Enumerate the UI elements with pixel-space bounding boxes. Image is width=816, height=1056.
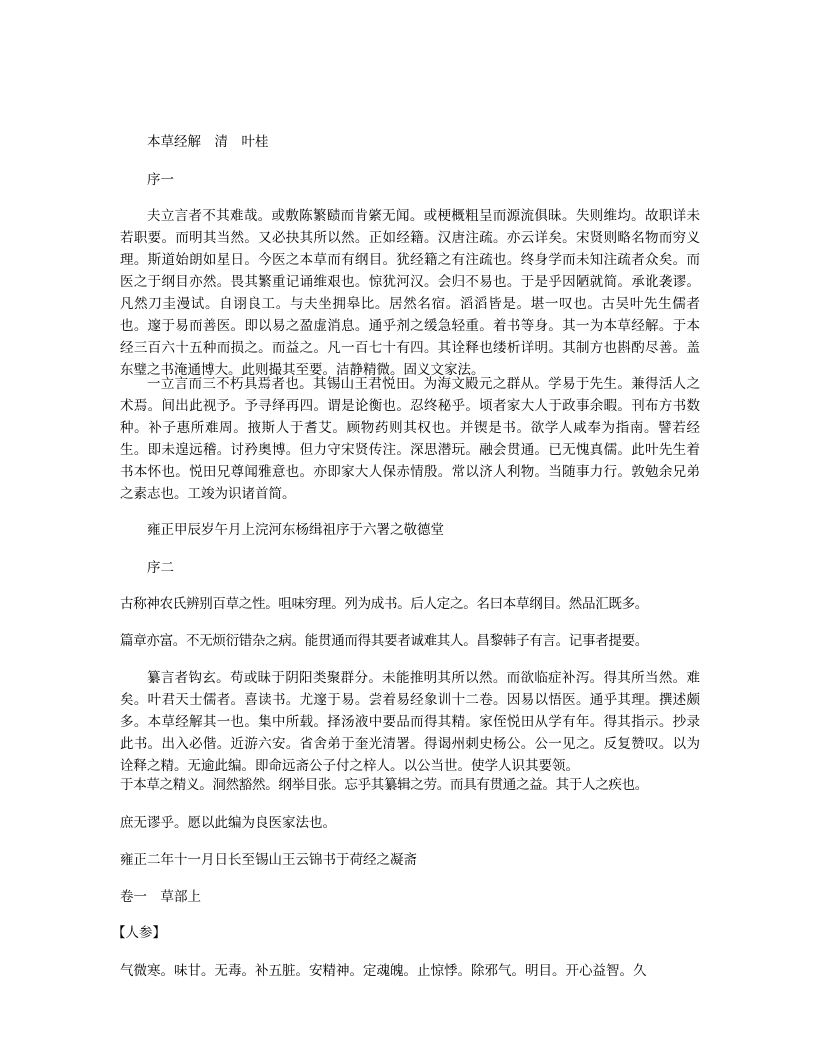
- preface-2-paragraph-2: 篇章亦富。不无烦衍错杂之病。能贯通而得其要者诚难其人。昌黎韩子有言。记事者提要。: [120, 633, 648, 649]
- document-header: 本草经解 清 叶桂: [147, 134, 269, 150]
- preface-2-paragraph-4: 于本草之精义。洞然豁然。纲举目张。忘乎其纂辑之劳。而具有贯通之益。其于人之疾也。: [120, 777, 648, 793]
- preface-2-heading: 序二: [147, 560, 174, 576]
- entry-heading: 【人参】: [112, 925, 166, 941]
- preface-1-paragraph-2: 一立言而三不朽具焉者也。其锡山王君悦田。为海文殿元之群从。学易于先生。兼得活人之术焉。间出此视予。予寻绎再四。谓是论衡也。忍终秘乎。顷者家大人于政事余暇。刊布方书数种。补子惠所难周。掖斯人于耆艾。顾物药则其权也。并锲是书。欲学人咸奉为指南。譬若经生。即未遑远稽。讨矜奥博。但力守宋贤传注。深思潜玩。融会贯通。已无愧真儒。此叶先生着书本怀也。悦田兄尊闻雅意也。亦即家大人保赤情殷。常以济人利物。当随事力行。敦勉余兄弟之素志也。工竣为识诸首简。: [120, 376, 700, 502]
- preface-1-heading: 序一: [147, 172, 174, 188]
- preface-2-paragraph-1: 古称神农氏辨别百草之性。咀味穷理。列为成书。后人定之。名曰本草纲目。然品汇既多。: [120, 596, 648, 612]
- preface-1-paragraph-1: 夫立言者不其难哉。或敷陈繁赜而肯綮无闻。或梗概粗呈而源流俱昧。失则维均。故职详未若职要。而明其当然。又必抉其所以然。正如经籍。汉唐注疏。亦云详矣。宋贤则略名物而穷义理。斯道始朗如星日。今医之本草而有纲目。犹经籍之有注疏也。终身学而未知注疏者众矣。而医之于纲目亦然。畏其繁重记诵维艰也。惊犹河汉。会归不易也。于是乎因陋就简。承讹袭谬。凡然刀圭漫试。自诩良工。与夫坐拥皋比。居然名宿。滔滔皆是。堪一叹也。古吴叶先生儒者也。邃于易而善医。即以易之盈虚消息。通乎剂之缓急轻重。着书等身。其一为本草经解。于本经三百六十五种而损之。而益之。凡一百七十有四。其诠释也缕析详明。其制方也斟酌尽善。盖东璧之书淹通博大。此则撮其至要。洁静精微。固义文家法。: [120, 208, 700, 378]
- preface-2-paragraph-5: 庶无谬乎。愿以此编为良医家法也。: [120, 815, 336, 831]
- entry-text: 气微寒。味甘。无毒。补五脏。安精神。定魂魄。止惊悸。除邪气。明目。开心益智。久: [120, 963, 647, 979]
- preface-2-paragraph-3: 纂言者钩玄。苟或昧于阴阳类聚群分。未能推明其所以然。而欲临症补泻。得其所当然。难矣。叶君天士儒者。喜读书。尤邃于易。尝着易经象训十二卷。因易以悟医。通乎其理。撰述颇多。本草经解其一也。集中所载。择汤液中要品而得其精。家侄悦田从学有年。得其指示。抄录此书。出入必偕。近游六安。省舍弟于奎光清署。得谒州刺史杨公。公一见之。反复赞叹。以为诠释之精。无逾此编。即命远斋公子付之梓人。以公当世。使学人识其要领。: [120, 670, 700, 774]
- preface-1-signature: 雍正甲辰岁午月上浣河东杨缉祖序于六署之敬德堂: [147, 522, 444, 538]
- preface-2-signature: 雍正二年十一月日长至锡山王云锦书于荷经之凝斋: [120, 852, 417, 868]
- volume-heading: 卷一 草部上: [120, 889, 201, 905]
